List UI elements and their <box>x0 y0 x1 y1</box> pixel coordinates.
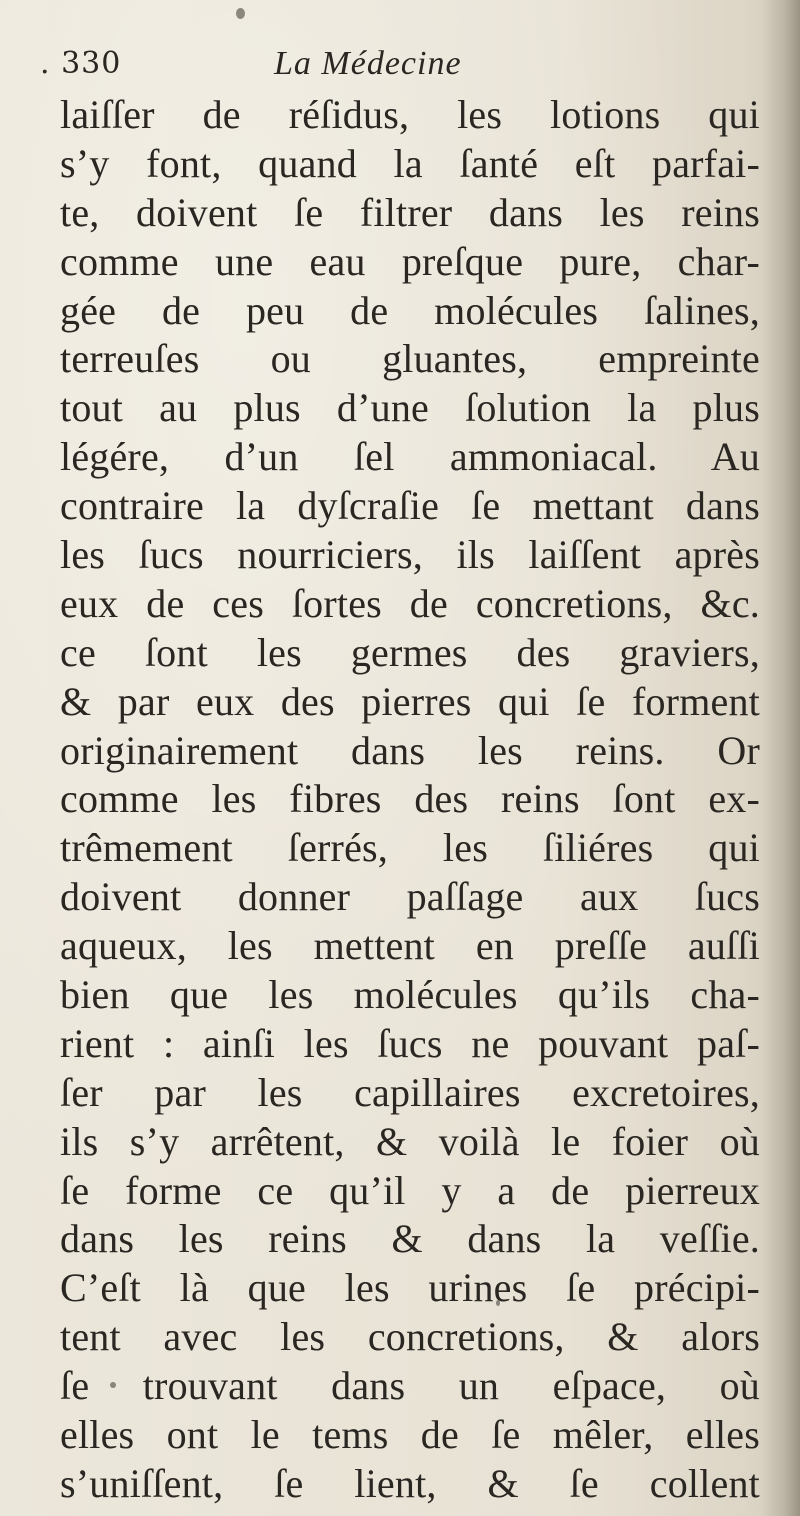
text-line: aqueux, les mettent en preſſe auſſi <box>60 923 760 969</box>
text-line: laiſſer de réſidus, les lotions qui <box>60 92 760 137</box>
text-line: comme les fibres des reins ſont ex- <box>60 776 760 822</box>
text-line: gée de peu de molécules ſalines, <box>60 287 760 333</box>
text-line: les ſucs nourriciers, ils laiſſent après <box>60 532 760 578</box>
text-line: originairement dans les reins. Or <box>60 727 760 773</box>
page-edge-shadow <box>762 0 800 1516</box>
text-line: ils s’y arrêtent, & voilà le foier où <box>60 1118 760 1164</box>
page-number: . 330 <box>40 46 122 81</box>
text-line: ſe forme ce qu’il y a de pierreux <box>60 1167 760 1213</box>
text-line: trêmement ſerrés, les ſiliéres qui <box>60 825 760 871</box>
text-line: elles ont le tems de ſe mêler, elles <box>60 1412 760 1458</box>
text-line: contraire la dyſcraſie ſe mettant dans <box>60 483 760 529</box>
text-line: & par eux des pierres qui ſe forment <box>60 678 760 724</box>
text-line: dans les reins & dans la veſſie. <box>60 1216 760 1262</box>
text-line: te, doivent ſe filtrer dans les reins <box>60 189 760 235</box>
text-line: légére, d’un ſel ammoniacal. Au <box>60 434 760 480</box>
text-line: ſer par les capillaires excretoires, <box>60 1069 760 1115</box>
text-line: rient : ainſi les ſucs ne pouvant paſ- <box>60 1020 760 1066</box>
text-line: comme une eau preſque pure, char- <box>60 238 760 284</box>
text-line: s’y font, quand la ſanté eſt parfai- <box>60 140 760 186</box>
text-line: doivent donner paſſage aux ſucs <box>60 874 760 920</box>
body-text <box>60 91 760 1509</box>
running-head <box>40 42 760 86</box>
text-line: eux de ces ſortes de concretions, &c. <box>60 580 760 626</box>
text-line: ſe trouvant dans un eſpace, où <box>60 1363 760 1409</box>
text-line: terreuſes ou gluantes, empreinte <box>60 336 760 382</box>
text-line: tout au plus d’une ſolution la plus <box>60 385 760 431</box>
running-title: La Médecine <box>274 45 462 82</box>
text-line: s’uniſſent, ſe lient, & ſe collent <box>60 1460 760 1506</box>
text-line: ce ſont les germes des graviers, <box>60 629 760 675</box>
ink-speck <box>236 8 245 19</box>
text-line: tent avec les concretions, & alors <box>60 1314 760 1360</box>
text-line: C’eſt là que les urines ſe précipi- <box>60 1265 760 1311</box>
text-line: bien que les molécules qu’ils cha- <box>60 972 760 1018</box>
